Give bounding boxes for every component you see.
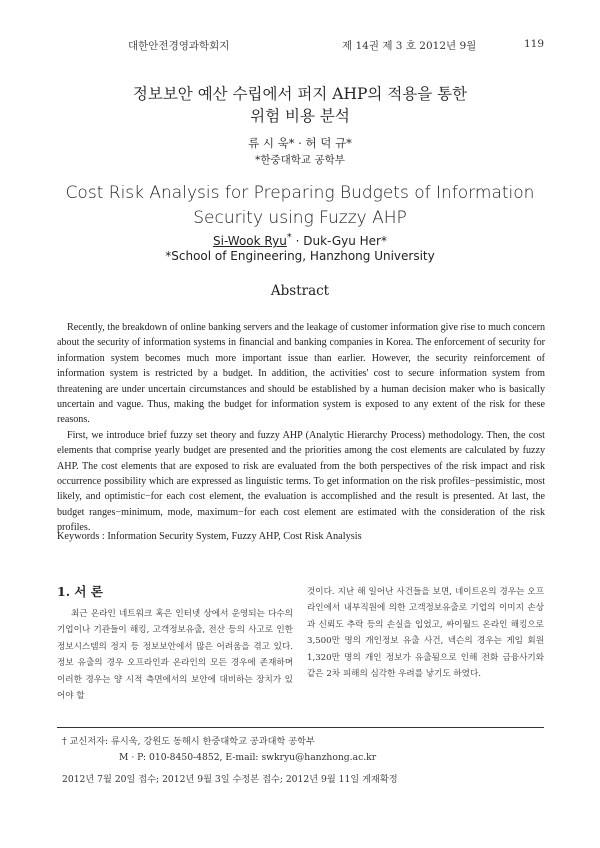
footnote-contact: M · P: 010-8450-4852, E-mail: swkryu@hanzhong.ac.kr [119,752,377,763]
body-right-column: 것이다. 지난 해 일어난 사건들을 보면, 네이트온의 경우는 오프라인에서 내부직원에 의한 고객정보유출로 기업의 이미지 손상과 신뢰도 추락 등의 손실을 입었고, 싸이월드 온라인 해킹으로 3,500만 명의 개인정보 유출 사건, 넥슨의 경우는 게임 회원 1,320만 명의 개인 정보가 유출됨으로 인해 전화 금융사기와 같은 2차 피해의 심각한 우려를 낳기도 하였다. [307,587,544,680]
footnote-dates: 2012년 7월 20일 접수; 2012년 9월 3일 수정본 접수; 2012년 9월 11일 게재확정 [62,774,398,785]
footnote-corresponding: † 교신저자: 류시욱, 강원도 동해시 한중대학교 공과대학 공학부 [62,736,315,747]
keywords: Keywords : Information Security System, Fuzzy AHP, Cost Risk Analysis [57,531,362,542]
author1-name: Si-Wook Ryu [213,234,287,248]
issue-info: 제 14권 제 3 호 2012년 9월 [342,40,477,52]
author2-name: Duk-Gyu Her* [303,234,387,248]
author1-mark: * [286,232,292,243]
page-number: 119 [524,38,545,50]
journal-name: 대한안전경영과학회지 [128,40,230,52]
english-title-line1: Cost Risk Analysis for Preparing Budgets of Information [65,183,535,203]
author-separator: · [291,234,304,248]
korean-title-line2: 위험 비용 분석 [250,107,350,125]
body-left-column: 최근 온라인 네트워크 혹은 인터넷 상에서 운영되는 다수의 기업이나 기관들이 해킹, 고객정보유출, 전산 등의 사고로 인한 정보시스템의 정지 등 정보보안에서 많은 어려움을 겪고 있다. 정보 유출의 경우 오프라인과 온라인의 모든 경우에 존재하며 이러한 경우는 양 시적 측면에서의 보안에 대비하는 장치가 있어야 할 [57,609,293,702]
abstract-paragraph-1: Recently, the breakdown of online banking servers and the leakage of customer information give rise to much concern about the security of information systems in financial and banking companies in Korea. The enforcement of security for information system becomes much more important issue than earlier. However, the security reinforcement of information system is restricted by a budget. In addition, the activities' cost to secure information system from threatening are under uncertain circumstances and should be established by a human decision maker who is basically uncertain and vague. Thus, making the budget for information system is exposed to any extent of the risk for these reasons. [57,322,545,426]
section-heading: 1. 서 론 [57,584,103,599]
korean-affiliation: *한중대학교 공학부 [255,154,345,166]
english-authors [0,232,600,248]
english-title-line2: Security using Fuzzy AHP [193,208,407,228]
english-affiliation: *School of Engineering, Hanzhong University [165,249,435,263]
abstract-body [57,320,545,536]
korean-title-line1: 정보보안 예산 수립에서 퍼지 AHP의 적용을 통한 [132,85,468,103]
korean-authors: 류 시 욱* · 허 덕 규* [248,136,352,150]
footnote-divider [57,727,544,728]
abstract-heading: Abstract [270,283,330,299]
abstract-paragraph-2: First, we introduce brief fuzzy set theory and fuzzy AHP (Analytic Hierarchy Process) methodology. Then, the cost elements that comprise yearly budget are presented and the priorities among the cost elements are calculated by fuzzy AHP. The cost elements that are exposed to risk are evaluated from the both perspectives of the risk impact and risk occurrence possibility which are expressed as linguistic terms. To get information on the risk profiles−pessimistic, most likely, and optimistic−for each cost element, the evaluation is accomplished and the result is presented. At last, the budget ranges−minimum, mode, maximum−for each cost element are estimated with the consideration of the risk profiles. [57,429,545,534]
